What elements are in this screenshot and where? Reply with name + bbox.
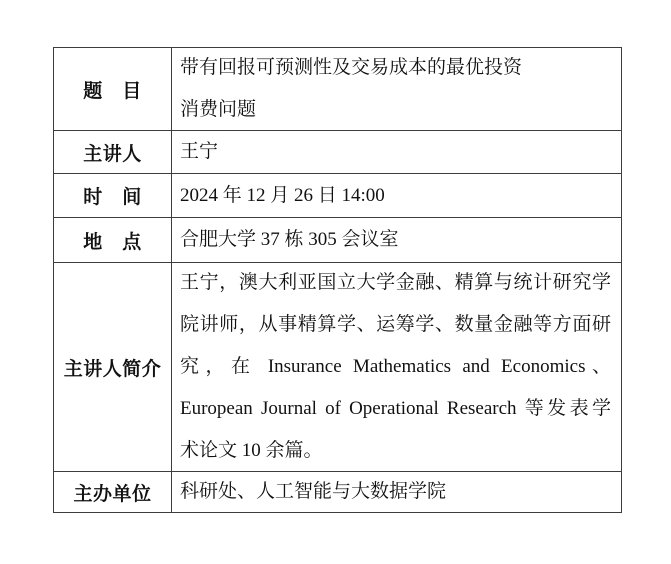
table-row (54, 217, 621, 262)
topic-line-2: 消费问题 (180, 99, 257, 120)
seminar-announcement-table (53, 47, 622, 513)
bio-line-2: 院讲师，从事精算学、运筹学、数量金融等方面研 (180, 314, 611, 335)
table-row (54, 48, 621, 130)
table-row (54, 173, 621, 217)
location-text: 合肥大学 37 栋 305 会议室 (180, 229, 399, 250)
bio-line-4: European Journal of Operational Research 等发表学 (180, 398, 611, 419)
location-value (172, 218, 621, 262)
speaker-name: 王宁 (180, 141, 219, 162)
speaker-label: 主讲人 (54, 131, 172, 173)
topic-value (172, 48, 621, 130)
table-row (54, 262, 621, 471)
time-text: 2024 年 12 月 26 日 14:00 (180, 184, 385, 206)
organizer-text: 科研处、人工智能与大数据学院 (180, 481, 447, 502)
time-label: 时 间 (54, 174, 172, 217)
bio-line-5: 术论文 10 余篇。 (180, 440, 323, 461)
organizer-value (172, 472, 621, 512)
organizer-label: 主办单位 (54, 472, 172, 512)
bio-line-1: 王宁，澳大利亚国立大学金融、精算与统计研究学 (180, 272, 611, 293)
table-row (54, 130, 621, 173)
time-value (172, 174, 621, 217)
table-row (54, 471, 621, 512)
topic-line-1: 带有回报可预测性及交易成本的最优投资 (180, 57, 523, 78)
topic-label: 题 目 (54, 48, 172, 130)
bio-line-3: 究，在 Insurance Mathematics and Economics、 (180, 356, 611, 377)
speaker-value (172, 131, 621, 173)
bio-label: 主讲人简介 (54, 263, 172, 471)
bio-value (172, 263, 621, 471)
location-label: 地 点 (54, 218, 172, 262)
